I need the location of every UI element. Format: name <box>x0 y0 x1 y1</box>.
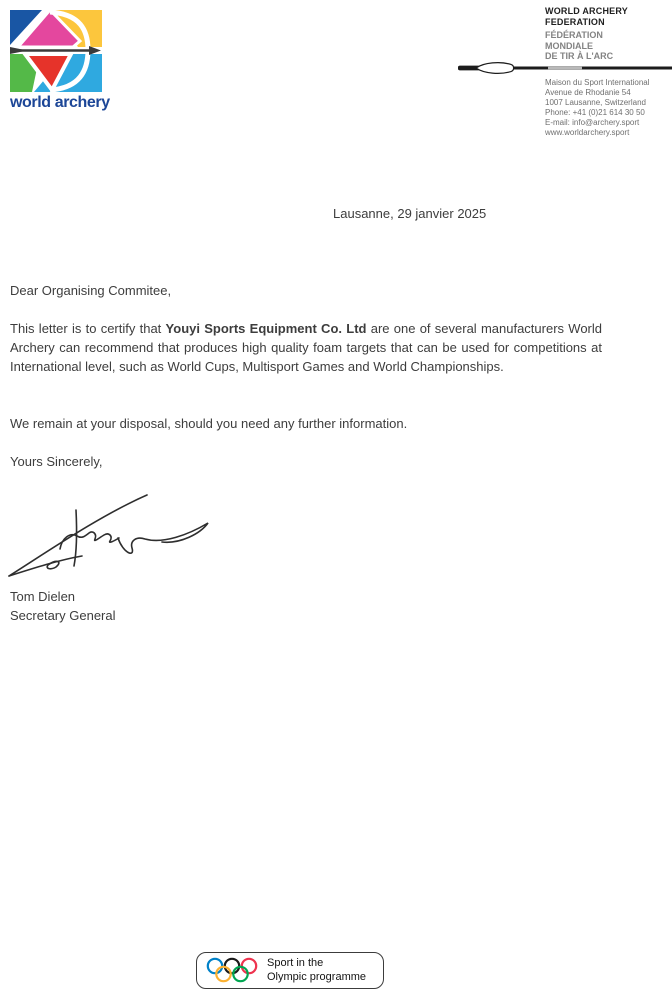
address-line-email: E-mail: info@archery.sport <box>545 117 640 127</box>
closing: Yours Sincerely, <box>10 454 103 469</box>
world-archery-logo-icon <box>10 10 102 92</box>
federation-subtitle: FÉDÉRATION MONDIALE DE TIR À L'ARC <box>545 30 614 61</box>
badge-text: Sport in the Olympic programme <box>267 957 367 983</box>
letterhead <box>545 6 672 138</box>
world-archery-logo <box>10 10 120 112</box>
address-line-phone: Phone: +41 (0)21 614 30 50 <box>545 107 645 117</box>
paragraph-disposal: We remain at your disposal, should you need any further information. <box>10 416 408 431</box>
federation-title: WORLD ARCHERY FEDERATION <box>545 6 628 27</box>
address-line: Avenue de Rhodanie 54 <box>545 87 631 97</box>
signer-title: Secretary General <box>10 608 116 623</box>
company-name: Youyi Sports Equipment Co. Ltd <box>165 321 367 336</box>
logo-wordmark: world archery <box>10 94 110 111</box>
salutation: Dear Organising Commitee, <box>10 283 172 298</box>
para1-text-after: are one of several manufacturers World Archery can recommend that produces high quality foam targets that can be used for competitions at International level, such as World Cups, Multisport Games and World Championships. <box>10 321 602 374</box>
olympic-programme-badge <box>196 952 384 989</box>
federation-address <box>545 78 672 138</box>
signature-icon <box>4 486 214 581</box>
para1-text-before: This letter is to certify that <box>10 321 166 336</box>
signer-name: Tom Dielen <box>10 589 76 604</box>
address-line: 1007 Lausanne, Switzerland <box>545 97 646 107</box>
olympic-rings-icon <box>206 956 258 986</box>
address-line-website: www.worldarchery.sport <box>545 127 630 137</box>
address-line: Maison du Sport International <box>545 77 650 87</box>
dateline: Lausanne, 29 janvier 2025 <box>333 206 487 221</box>
paragraph-certification <box>10 319 602 376</box>
signature-block <box>10 587 602 625</box>
